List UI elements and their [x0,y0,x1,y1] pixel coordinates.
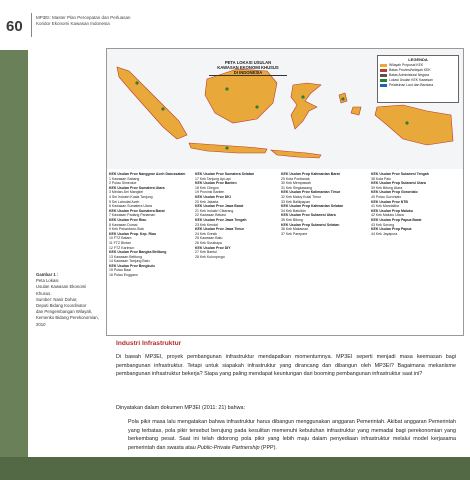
kek-list-column-1 [109,172,195,278]
kek-site-item: 43 Kek Sorong [371,222,395,227]
kek-group-title: KEK Usulan Prov Jawa Timur [195,227,244,232]
block-quote [128,418,456,452]
kek-group-title: KEK Usulan Prov Jawa Barat [195,204,244,209]
kek-list-column-4 [371,172,461,236]
kek-group-title: KEK Usulan Prop Kalimantan Selatan [281,204,344,209]
kek-group-title: KEK Usulan Prop. Kep. Riau [109,231,157,236]
map-legend [377,55,459,103]
kek-site-item: 29 Kota Pontianak [281,176,310,181]
kek-group-title: KEK Usulan Prov Sulawesi Utara [281,213,336,218]
kek-site-item: 39 Kek Bitung Utara [371,185,403,190]
map-title [209,60,287,76]
running-header-line2: Koridor Ekonomi Kawasan Indonesia [36,21,110,26]
caption-line: dan Pengembangan Wilayah, [36,309,93,315]
bottom-band [0,457,470,480]
kek-site-item: 27 Kek Bantul [195,250,217,255]
kek-site-item: 7 Kawasan Padang Pariaman [109,213,156,218]
kek-site-item: 6 Kawasan Sumatera Utara [109,204,152,209]
kek-site-item: 1 Kawasan Sabang [109,176,140,181]
kek-group-title: KEK Usulan Prop Maluku [371,208,414,213]
kek-group-title: KEK Usulan Prov Jawa Tengah [195,217,247,222]
running-header [36,15,131,27]
kek-site-item: 26 Kek Surabaya [195,240,222,245]
kek-site-item: 14 Kawasan Tanjung Batu [109,259,150,264]
kek-site-item: 37 Kek Parepare [281,231,308,236]
page-number: 60 [6,18,23,35]
kek-site-item: 4 Sei Industri Kuala Tanjung [109,194,153,199]
kek-site-item: 9 Kek Pekanbaru-Siak [109,227,144,232]
map-title-line1: PETA LOKASI USULAN [224,60,272,65]
kek-site-item: 17 Kek Tanjung Api-api [195,176,231,181]
caption-label: Gambar 1 : [36,272,59,277]
kek-site-item: 36 Kek Makassar [281,227,309,232]
kek-site-item: 15 Pulau Baai [109,268,131,273]
legend-label: Batas Provinsi/wilayah KEK [389,68,431,72]
kek-site-item: 10 FTZ Batam [109,236,132,241]
kek-site-item: 40 Pulau Gorontalo [371,194,402,199]
legend-title: LEGENDA [408,57,428,62]
kek-site-item: 28 Kek Kulonprogo [195,254,225,259]
kek-site-item: 11 FTZ Bintan [109,240,131,245]
kek-site-item: 30 Kek Mempawah [281,181,311,186]
figure-caption [36,272,102,328]
kek-site-item: 32 Kek Maloy Kutai Timur [281,194,321,199]
map-title-line2: KAWASAN EKONOMI KHUSUS [217,65,279,70]
legend-swatch [380,74,387,77]
kek-map-figure [106,48,464,336]
kek-list-column-2 [195,172,281,259]
kek-site-item: 16 Pulau Enggano [109,273,138,278]
running-header-line1: MP3EI: Master Plan Percepatan dan Perluasan [36,15,131,20]
body-paragraph-1: Di bawah MP3EI, proyek pembangunan infrastruktur mendapatkan momentumnya. MP3EI seperti menjadi masa keemasan bagi pembangunan infrastruktur. Tetapi untuk siapakah infrastruktur yang dirancang dan dibangun oleh MP3EI? Bagaimana mekanisme pembangunan infrastruktur bekerja? Siapa yang paling mendapat keuntungan dari booming pembangunan infrastruktur saat ini? [116,354,456,378]
kek-group-title: KEK Usulan Prop Sulawesi Utara [371,181,426,186]
kek-group-title: KEK Usulan Prop Gorontalo [371,190,418,195]
legend-item [380,68,456,72]
kek-group-title: KEK Usulan Prov Kalimantan Timur [281,190,341,195]
quote-end: (PPP). [259,444,277,451]
kek-list-column-3 [281,172,369,236]
kek-site-item: 5 Sei Lahodat Aceh [109,199,140,204]
legend-label: Lokasi Usulan KEK Kawasan [389,78,433,82]
kek-site-item: 38 Kota Palu [371,176,392,181]
legend-label: Pelabuhan Laut dan Bandara [389,83,434,87]
kek-site-item: 21 Kek Industri Cikarang [195,208,234,213]
kek-group-title: KEK Usulan Prov Riau [109,217,147,222]
kek-site-item: 34 Kek Batulicin [281,208,307,213]
kek-site-item: 23 Kek Kendal [195,222,218,227]
section-title: Industri Infrastruktur [116,340,182,347]
quote-italic-term: Public-Private Partnership [197,444,260,451]
legend-swatch [380,79,387,82]
kek-group-title: KEK Usulan Prop Kalimantan Barat [281,172,340,176]
kek-site-item: 44 Kek Jayapura [371,231,398,236]
map-title-line3: DI INDONESIA [233,70,263,75]
caption-line: Sumber: Nasir Dohar, [36,296,78,302]
caption-line: Kemenko Bidang Perekonomian, [36,315,99,321]
kek-site-item: 13 Kawasan Belitung [109,254,142,259]
kek-group-title: KEK Usulan Prop Papua Barat [371,217,422,222]
kek-group-title: KEK Usulan Prov NTB [371,199,408,204]
quote-text: Pola pikir masa lalu mengatakan bahwa infrastruktur harus dibangun menggunakan anggaran Pemerintah. Akibat anggaran Pemerintah yang terbatas, pola pikir tersebut berujung pada kesulitan memenuhi kebutuhan infrastruktur yang memadai bagi perekonomian yang berkembang pesat. Saat ini telah didorong pola pikir yang lebih maju dalam penyediaan infrastruktur melalui model kerjasama pemerintah dan swasta atau [128,419,456,451]
legend-item [380,78,456,82]
caption-line: Peta Lokasi [36,278,59,284]
kek-group-title: KEK Usulan Prov DKI [195,194,231,199]
caption-line: Deputi Bidang Koordinator [36,303,87,309]
kek-site-item: 42 Kek Maluku Utara [371,213,404,218]
legend-swatch [380,84,387,87]
legend-item [380,63,456,67]
kek-site-item: 2 Pulau Simeulue [109,181,137,186]
kek-site-item: 31 Kek Singkawang [281,185,312,190]
caption-line: Usulan Kawasan Ekonomi Khusus. [36,284,87,296]
legend-swatch [380,69,387,72]
kek-group-title: KEK Usulan Prov Bengkulu [109,263,155,268]
kek-site-item: 12 FTZ Karimun [109,245,135,250]
kek-site-item: 22 Kawasan Bekasi [195,213,226,218]
kek-site-item: 33 Kek Balikpapan [281,199,311,204]
kek-site-item: 3 Medan-Sei Mangkei [109,190,144,195]
kek-site-item: 20 Kek Jakarta [195,199,219,204]
kek-site-item: 8 Kawasan Dumai [109,222,138,227]
kek-site-item: 18 Kek Cilegon [195,185,219,190]
kek-group-title: KEK Usulan Prov Bangka Belitung [109,250,167,255]
body-paragraph-2: Dinyatakan dalam dokumen MP3EI (2011: 21) bahwa: [116,405,246,411]
kek-group-title: KEK Usulan Prov Sumatera Selatan [195,172,255,176]
kek-site-item: 35 Kek Bitung [281,217,303,222]
kek-site-item: 24 Kek Gresik [195,231,217,236]
legend-swatch [380,64,387,67]
side-panel [0,50,28,480]
kek-site-item: 41 Kek Mandalika [371,204,399,209]
kek-group-title: KEK Usulan Prov Banten [195,181,237,186]
kek-group-title: KEK Usulan Prov Nanggroe Aceh Darussalam [109,172,186,176]
kek-group-title: KEK Usulan Prop Papua [371,227,412,232]
header-divider [31,13,32,37]
kek-site-item: 19 Provinsi Banten [195,190,225,195]
legend-item [380,83,456,87]
caption-line: 2010 [36,321,46,327]
legend-item [380,73,456,77]
kek-group-title: KEK Usulan Prov Sulawesi Tengah [371,172,429,176]
kek-group-title: KEK Usulan Prov DIY [195,245,231,250]
legend-label: Wilayah Proposal KEK [389,63,424,67]
kek-group-title: KEK Usulan Prop Sulawesi Selatan [281,222,340,227]
kek-group-title: KEK Usulan Prov Sumatera Barat [109,208,165,213]
indonesia-map [107,49,463,169]
kek-site-item: 25 Kawasan Batu [195,236,223,241]
legend-label: Batas Administrasi Negara [389,73,429,77]
kek-group-title: KEK Usulan Prov Sumatera Utara [109,185,165,190]
